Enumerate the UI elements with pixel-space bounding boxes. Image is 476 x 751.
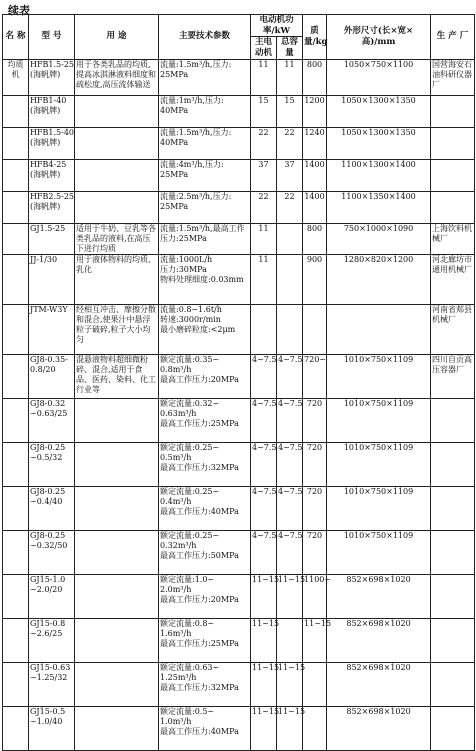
category-cell — [3, 662, 29, 706]
params-cell: 流量:1000L/h 压力:30MPa 物料处理细度:0.03mm — [159, 254, 251, 304]
maker-cell — [431, 159, 475, 191]
equipment-table — [2, 14, 475, 751]
mass-cell: 1400 — [303, 191, 327, 223]
power-total-cell: 11 — [277, 59, 303, 95]
use-cell — [75, 574, 159, 618]
model-cell: HFB1.5-40 (海帆牌) — [29, 127, 75, 159]
table-row — [3, 159, 475, 191]
model-cell: JTM-W3Y — [29, 304, 75, 354]
mass-cell: 800 — [303, 59, 327, 95]
model-cell: GJ8-0.35- 0.8/20 — [29, 354, 75, 398]
dims-cell: 1100×1350×1400 — [327, 191, 431, 223]
use-cell — [75, 442, 159, 486]
power-total-cell: 22 — [277, 191, 303, 223]
model-cell: GJ15-0.8 ~2.6/25 — [29, 618, 75, 662]
mass-cell: 900 — [303, 254, 327, 304]
maker-cell — [431, 442, 475, 486]
mass-cell: 1400 — [303, 159, 327, 191]
category-cell — [3, 706, 29, 750]
params-cell: 流量:2.5m³/h,压力: 25MPa — [159, 191, 251, 223]
header-row — [3, 15, 475, 37]
model-cell: JJ-1/30 — [29, 254, 75, 304]
mass-cell: 720 — [303, 442, 327, 486]
use-cell — [75, 95, 159, 127]
table-row — [3, 254, 475, 304]
dims-cell: 750×1000×1090 — [327, 223, 431, 254]
use-cell — [75, 706, 159, 750]
use-cell: 经相互冲击、摩擦分散和混合,使果汁中悬浮粒子破碎,粒子大小均匀 — [75, 304, 159, 354]
params-cell: 额定流量:0.8~ 1.6m³/h 最高工作压力:25MPa — [159, 618, 251, 662]
table-row — [3, 530, 475, 574]
use-cell: 适用于牛奶、豆乳等各类乳品的液料,在高压下进行均质 — [75, 223, 159, 254]
use-cell — [75, 159, 159, 191]
maker-cell — [431, 191, 475, 223]
maker-cell — [431, 95, 475, 127]
params-cell: 额定流量:0.63~ 1.25m³/h 最高工作压力:32MPa — [159, 662, 251, 706]
maker-cell: 四川自贡高压容器厂 — [431, 354, 475, 398]
category-cell — [3, 254, 29, 304]
table-row — [3, 59, 475, 95]
mass-cell — [303, 706, 327, 750]
mass-cell — [303, 662, 327, 706]
header-maker: 生 产 厂 — [431, 15, 475, 60]
category-cell — [3, 191, 29, 223]
table-row — [3, 574, 475, 618]
category-cell — [3, 486, 29, 530]
params-cell: 额定流量:1.0~ 2.0m³/h 最高工作压力:20MPa — [159, 574, 251, 618]
params-cell: 流量:1.5m³/h,压力: 25MPa — [159, 59, 251, 95]
power-main-cell: 11 — [251, 59, 277, 95]
dims-cell: 1050×750×1100 — [327, 59, 431, 95]
power-main-cell: 4~7.5 — [251, 530, 277, 574]
dims-cell: 1050×1300×1350 — [327, 127, 431, 159]
model-cell: GJ15-0.5 ~1.0/40 — [29, 706, 75, 750]
dims-cell: 1010×750×1109 — [327, 530, 431, 574]
power-total-cell — [277, 223, 303, 254]
power-main-cell: 22 — [251, 191, 277, 223]
power-main-cell: 11~15 — [251, 662, 277, 706]
table-body — [3, 59, 475, 750]
dims-cell: 1010×750×1109 — [327, 486, 431, 530]
mass-cell: 11~15 — [303, 618, 327, 662]
dims-cell: 1280×820×1200 — [327, 254, 431, 304]
power-main-cell: 4~7.5 — [251, 442, 277, 486]
table-row — [3, 127, 475, 159]
maker-cell — [431, 574, 475, 618]
header-dims: 外形尺寸(长×宽×高)/mm — [327, 15, 431, 60]
power-total-cell: 11~15 — [277, 706, 303, 750]
model-cell: HFB2.5-25 (海帆牌) — [29, 191, 75, 223]
params-cell: 额定流量:0.25~ 0.5m³/h 最高工作压力:32MPa — [159, 442, 251, 486]
power-main-cell: 11~15 — [251, 574, 277, 618]
power-total-cell: 4~7.5 — [277, 354, 303, 398]
power-main-cell: 11 — [251, 223, 277, 254]
dims-cell: 1050×1300×1350 — [327, 95, 431, 127]
maker-cell — [431, 530, 475, 574]
power-total-cell: 15 — [277, 95, 303, 127]
power-main-cell — [251, 304, 277, 354]
table-row — [3, 442, 475, 486]
model-cell: GJ8-0.25 ~0.32/50 — [29, 530, 75, 574]
header-power: 电动机功率/kW — [251, 15, 303, 37]
mass-cell — [303, 304, 327, 354]
power-total-cell: 11~15 — [277, 574, 303, 618]
header-model: 型 号 — [29, 15, 75, 60]
params-cell: 额定流量:0.35~ 0.8m³/h 最高工作压力:20MPa — [159, 354, 251, 398]
table-row — [3, 706, 475, 750]
params-cell: 流量:4m³/h,压力: 25MPa — [159, 159, 251, 191]
category-cell — [3, 159, 29, 191]
table-row — [3, 618, 475, 662]
use-cell — [75, 191, 159, 223]
maker-cell — [431, 706, 475, 750]
params-cell: 额定流量:0.32~ 0.63m³/h 最高工作压力:25MPa — [159, 398, 251, 442]
use-cell: 用于液体物料的均质、乳化 — [75, 254, 159, 304]
header-params: 主要技术参数 — [159, 15, 251, 60]
table-caption: 续表 — [8, 4, 30, 17]
use-cell: 用于各类乳品的均质,提高冰淇淋液料细度和疏松度,高压流体输送 — [75, 59, 159, 95]
params-cell: 流量:1.5m³/h,压力: 40MPa — [159, 127, 251, 159]
dims-cell: 852×698×1020 — [327, 706, 431, 750]
params-cell: 流量:1m³/h,压力: 40MPa — [159, 95, 251, 127]
params-cell: 额定流量:0.5~ 1.0m³/h 最高工作压力:40MPa — [159, 706, 251, 750]
table-row — [3, 662, 475, 706]
power-total-cell — [277, 618, 303, 662]
category-cell — [3, 95, 29, 127]
dims-cell — [327, 304, 431, 354]
model-cell: GJ15-1.0 ~2.0/20 — [29, 574, 75, 618]
model-cell: HFB1.5-25 (海帆牌) — [29, 59, 75, 95]
header-use: 用 途 — [75, 15, 159, 60]
dims-cell: 1010×750×1109 — [327, 442, 431, 486]
power-total-cell — [277, 254, 303, 304]
maker-cell: 上海饮料机械厂 — [431, 223, 475, 254]
maker-cell — [431, 127, 475, 159]
table-row — [3, 354, 475, 398]
mass-cell: 1100~ — [303, 574, 327, 618]
mass-cell: 720~ — [303, 354, 327, 398]
use-cell — [75, 530, 159, 574]
dims-cell: 1100×1300×1400 — [327, 159, 431, 191]
power-main-cell: 11~15 — [251, 706, 277, 750]
power-total-cell: 4~7.5 — [277, 398, 303, 442]
power-main-cell: 37 — [251, 159, 277, 191]
mass-cell: 720 — [303, 530, 327, 574]
power-total-cell: 37 — [277, 159, 303, 191]
model-cell: GJ8-0.25 ~0.4/40 — [29, 486, 75, 530]
maker-cell — [431, 398, 475, 442]
power-main-cell: 4~7.5 — [251, 354, 277, 398]
category-cell — [3, 223, 29, 254]
table-row — [3, 398, 475, 442]
category-cell — [3, 398, 29, 442]
params-cell: 额定流量:0.25~ 0.4m³/h 最高工作压力:40MPa — [159, 486, 251, 530]
category-cell — [3, 354, 29, 398]
category-cell — [3, 618, 29, 662]
power-main-cell: 11~15 — [251, 618, 277, 662]
header-mass: 质量/kg — [303, 15, 327, 60]
use-cell — [75, 662, 159, 706]
category-cell — [3, 574, 29, 618]
dims-cell: 1010×750×1109 — [327, 398, 431, 442]
power-main-cell: 15 — [251, 95, 277, 127]
use-cell — [75, 398, 159, 442]
table-row — [3, 223, 475, 254]
mass-cell: 720 — [303, 398, 327, 442]
table-row — [3, 304, 475, 354]
dims-cell: 1010×750×1109 — [327, 354, 431, 398]
power-total-cell — [277, 304, 303, 354]
power-main-cell: 22 — [251, 127, 277, 159]
params-cell: 额定流量:0.25~ 0.32m³/h 最高工作压力:50MPa — [159, 530, 251, 574]
use-cell — [75, 618, 159, 662]
power-total-cell: 11~15 — [277, 662, 303, 706]
power-total-cell: 22 — [277, 127, 303, 159]
table-row — [3, 486, 475, 530]
model-cell: HFB4-25 (海帆牌) — [29, 159, 75, 191]
power-total-cell: 4~7.5 — [277, 530, 303, 574]
dims-cell: 852×698×1020 — [327, 618, 431, 662]
params-cell: 流量:1.5m³/h,最高工作压力:25MPa — [159, 223, 251, 254]
category-cell: 均质机 — [3, 59, 29, 95]
model-cell: GJ8-0.25 ~0.5/32 — [29, 442, 75, 486]
mass-cell: 800 — [303, 223, 327, 254]
use-cell — [75, 486, 159, 530]
model-cell: GJ8-0.32 ~0.63/25 — [29, 398, 75, 442]
model-cell: HFB1-40 (海帆牌) — [29, 95, 75, 127]
header-name: 名 称 — [3, 15, 29, 60]
header-power-main: 主电动机 — [251, 37, 277, 59]
model-cell: GJ1.5-25 — [29, 223, 75, 254]
maker-cell — [431, 662, 475, 706]
use-cell — [75, 127, 159, 159]
table-row — [3, 95, 475, 127]
category-cell — [3, 127, 29, 159]
category-cell — [3, 530, 29, 574]
mass-cell: 1200 — [303, 95, 327, 127]
power-total-cell: 4~7.5 — [277, 486, 303, 530]
maker-cell — [431, 486, 475, 530]
power-main-cell: 11 — [251, 254, 277, 304]
maker-cell: 国营海安石油科研仪器厂 — [431, 59, 475, 95]
maker-cell — [431, 618, 475, 662]
category-cell — [3, 442, 29, 486]
mass-cell: 720 — [303, 486, 327, 530]
dims-cell: 852×698×1020 — [327, 662, 431, 706]
dims-cell: 852×698×1020 — [327, 574, 431, 618]
power-main-cell: 4~7.5 — [251, 486, 277, 530]
params-cell: 流量:0.8~1.6t/h 转速:3000r/min 最小磨碎粒度:<2μm — [159, 304, 251, 354]
power-total-cell: 4~7.5 — [277, 442, 303, 486]
maker-cell: 河南省郏县机械厂 — [431, 304, 475, 354]
header-power-total: 总容量 — [277, 37, 303, 59]
mass-cell: 1240 — [303, 127, 327, 159]
maker-cell: 河北廊坊市通用机械厂 — [431, 254, 475, 304]
model-cell: GJ15-0.63 ~1.25/32 — [29, 662, 75, 706]
use-cell: 混悬液物料超细微粉碎、混合,适用于食品、医药、染料、化工行业等 — [75, 354, 159, 398]
category-cell — [3, 304, 29, 354]
power-main-cell: 4~7.5 — [251, 398, 277, 442]
table-row — [3, 191, 475, 223]
